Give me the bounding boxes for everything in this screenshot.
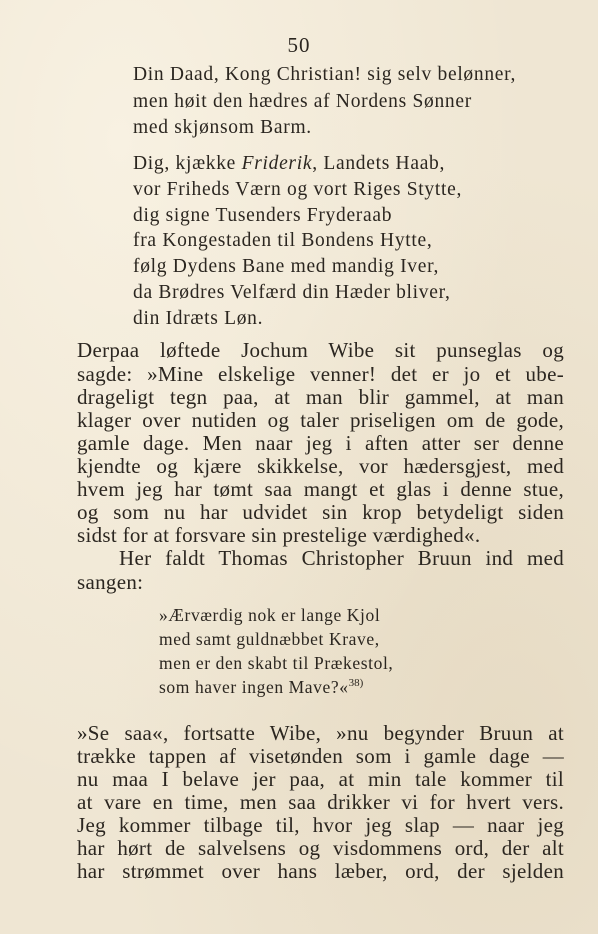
verse-line: med skjønsom Barm. — [133, 117, 312, 138]
prose-line: har hørt de salvelsens og visdommens ord, der alt — [77, 836, 564, 860]
quote-text: som haver ingen Mave?« — [159, 677, 349, 697]
prose-line: Jeg kommer tilbage til, hvor jeg slap — naar jeg — [77, 813, 564, 837]
prose-line: nu maa I belave jer paa, at min tale kommer til — [77, 767, 564, 791]
verse-text: , Landets Haab, — [312, 153, 446, 174]
verse-name-italic: Friderik — [241, 153, 313, 174]
quote-line: »Ærværdig nok er lange Kjol — [159, 605, 381, 625]
prose-line: og som nu har udvidet sin krop betydeligt siden — [77, 500, 564, 524]
verse-line — [133, 153, 445, 175]
prose-line: Derpaa løftede Jochum Wibe sit punseglas og — [77, 338, 564, 362]
prose-line: klager over nutiden og taler priseligen om de gode, — [77, 408, 564, 432]
verse-line: vor Friheds Værn og vort Riges Stytte, — [133, 179, 463, 200]
verse-line: da Brødres Velfærd din Hæder bliver, — [133, 282, 451, 303]
prose-line: Her faldt Thomas Christopher Bruun ind med — [119, 546, 564, 570]
page-number: 50 — [287, 33, 311, 57]
quote-line — [159, 677, 363, 698]
prose-line: kjendte og kjære skikkelse, vor hædersgjest, med — [77, 454, 564, 478]
quote-line: men er den skabt til Prækestol, — [159, 653, 394, 673]
verse-line: men høit den hædres af Nordens Sønner — [133, 91, 472, 112]
prose-line: har strømmet over hans læber, ord, der sjelden — [77, 859, 564, 883]
verse-line: følg Dydens Bane med mandig Iver, — [133, 256, 440, 277]
prose-line: sidst for at forsvare sin prestelige værdighed«. — [77, 523, 481, 547]
prose-line: sagde: »Mine elskelige venner! det er jo et ube- — [77, 362, 564, 386]
verse-line: Din Daad, Kong Christian! sig selv belønner, — [133, 64, 517, 85]
verse-line: din Idræts Løn. — [133, 308, 264, 329]
prose-line: hvem jeg har tømt saa mangt et glas i denne stue, — [77, 477, 564, 501]
prose-line: at vare en time, men saa drikker vi for hvert vers. — [77, 790, 564, 814]
prose-line: sangen: — [77, 570, 144, 594]
prose-line: gamle dage. Men naar jeg i aften atter ser denne — [77, 431, 564, 455]
verse-text: Dig, kjække — [133, 153, 242, 174]
verse-line: dig signe Tusenders Fryderaab — [133, 205, 393, 226]
prose-line: drageligt tegn paa, at man blir gammel, at man — [77, 385, 564, 409]
footnote-reference: 38) — [348, 677, 364, 690]
verse-line: fra Kongestaden til Bondens Hytte, — [133, 230, 433, 251]
prose-line: »Se saa«, fortsatte Wibe, »nu begynder Bruun at — [77, 721, 564, 745]
quote-line: med samt guldnæbbet Krave, — [159, 629, 380, 649]
prose-line: trække tappen af visetønden som i gamle dage — — [77, 744, 564, 768]
